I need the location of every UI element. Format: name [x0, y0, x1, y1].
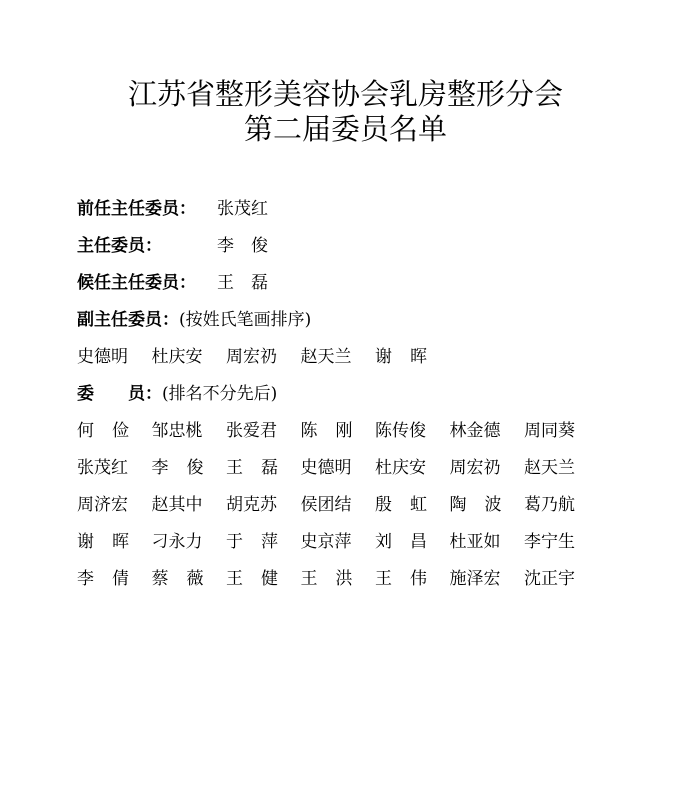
person-name: 李 宁 生 [524, 532, 575, 552]
person-name: 殷 虹 [375, 495, 427, 515]
role-label: 前任主任委员： [77, 199, 196, 219]
person-name: 杜 庆 安 [375, 458, 426, 478]
person-name: 谢 晖 [375, 347, 427, 367]
person-name: 王 伟 [375, 569, 427, 589]
role-value: 张茂红 [217, 199, 268, 219]
vice-chairs-heading [77, 308, 311, 332]
person-name: 杜 亚 如 [449, 532, 501, 552]
person-name: 王 洪 [300, 569, 353, 589]
person-name: 张 茂 红 [77, 458, 128, 478]
person-name: 周 宏 礽 [226, 347, 277, 367]
person-name: 王 健 [226, 569, 278, 589]
role-value: 李 俊 [217, 236, 268, 256]
members-label: 委 员： [77, 384, 162, 404]
document-title-line-2: 第二届委员名单 [243, 112, 447, 146]
person-name: 沈 正 宇 [524, 569, 575, 589]
person-name: 赵 天 兰 [524, 458, 575, 478]
person-name: 赵 其 中 [151, 495, 203, 515]
person-name: 于 萍 [226, 532, 278, 552]
document-title-line-1: 江苏省整形美容协会乳房整形分会 [127, 77, 563, 111]
person-name: 赵 天 兰 [300, 347, 352, 367]
members-heading [77, 382, 277, 406]
role-label: 候任主任委员： [77, 273, 196, 293]
person-name: 谢 晖 [77, 532, 129, 552]
person-name: 史 京 萍 [300, 532, 352, 552]
person-name: 李 倩 [77, 569, 129, 589]
role-row-chair [77, 234, 268, 258]
person-name: 周 宏 礽 [449, 458, 501, 478]
vice-chairs-note: (按姓氏笔画排序) [179, 310, 312, 330]
vice-chairs-label: 副主任委员： [77, 310, 179, 330]
person-name: 侯 团 结 [300, 495, 352, 515]
person-name: 周 同 葵 [524, 421, 575, 441]
person-name: 蔡 薇 [151, 569, 204, 589]
person-name: 陈 传 俊 [375, 421, 426, 441]
person-name: 张 爱 君 [226, 421, 277, 441]
person-name: 胡 克 苏 [226, 495, 277, 515]
person-name: 刘 昌 [375, 532, 427, 552]
person-name: 周 济 宏 [77, 495, 128, 515]
person-name: 何 俭 [77, 421, 129, 441]
person-name: 史 德 明 [300, 458, 352, 478]
person-name: 陶 波 [449, 495, 502, 515]
person-name: 邹 忠 桃 [151, 421, 203, 441]
role-value: 王 磊 [217, 273, 268, 293]
members-note: (排名不分先后) [162, 384, 278, 404]
person-name: 王 磊 [226, 458, 278, 478]
person-name: 陈 刚 [300, 421, 353, 441]
person-name: 葛 乃 航 [524, 495, 575, 515]
person-name: 刁 永 力 [151, 532, 203, 552]
person-name: 杜 庆 安 [151, 347, 203, 367]
person-name: 史 德 明 [77, 347, 128, 367]
person-name: 施 泽 宏 [449, 569, 501, 589]
person-name: 李 俊 [151, 458, 204, 478]
role-row-former-chair [77, 197, 268, 221]
role-label: 主任委员： [77, 236, 162, 256]
role-row-chair-elect [77, 271, 268, 295]
person-name: 林 金 德 [449, 421, 501, 441]
